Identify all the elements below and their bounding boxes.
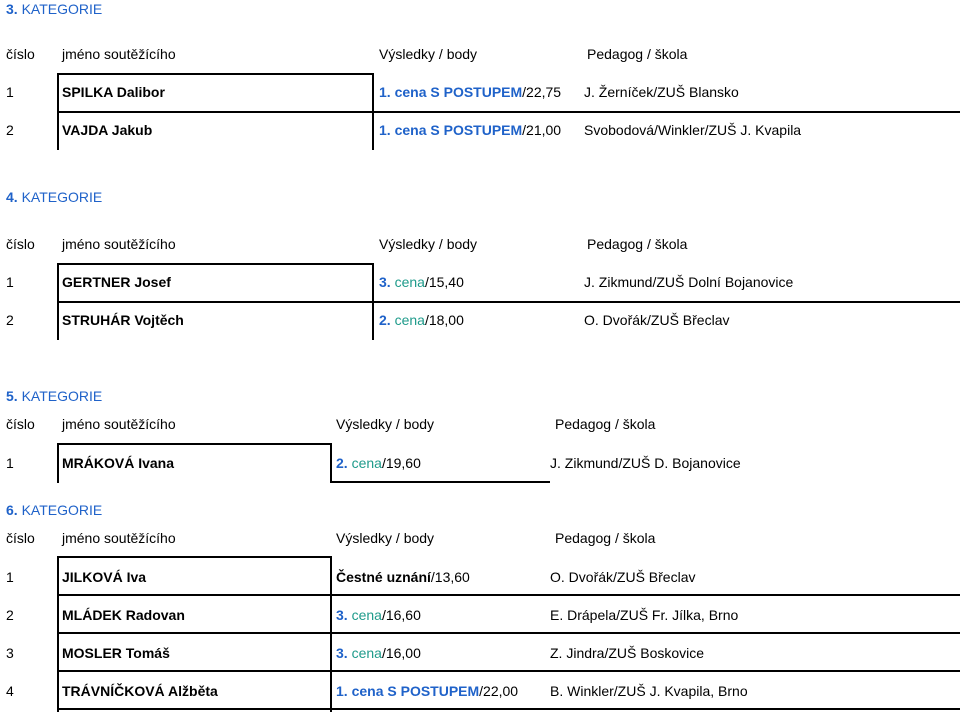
teacher-school: B. Winkler/ZUŠ J. Kvapila, Brno: [550, 683, 748, 699]
competitor-name: MRÁKOVÁ Ivana: [62, 455, 175, 471]
row-border: [57, 443, 330, 445]
result: 1. cena S POSTUPEM/22,75: [379, 84, 562, 100]
teacher-school: O. Dvořák/ZUŠ Břeclav: [584, 312, 730, 328]
row-border: [57, 111, 960, 113]
teacher-school: Svobodová/Winkler/ZUŠ J. Kvapila: [584, 122, 802, 138]
competitor-name: TRÁVNÍČKOVÁ Alžběta: [62, 683, 218, 699]
competitor-name: MOSLER Tomáš: [62, 645, 170, 661]
row-border: [57, 301, 960, 303]
category-title-6: 6. KATEGORIE: [6, 502, 103, 518]
competitor-name: JILKOVÁ Iva: [62, 569, 147, 585]
row-border: [57, 73, 372, 75]
row-number: 1: [6, 455, 14, 471]
column-header-teacher: Pedagog / škola: [555, 416, 656, 432]
competitor-name: MLÁDEK Radovan: [62, 607, 185, 623]
column-header-number: číslo: [6, 530, 35, 546]
row-border: [57, 556, 330, 558]
row-number: 1: [6, 569, 14, 585]
row-border: [330, 481, 550, 483]
row-number: 1: [6, 84, 14, 100]
column-header-teacher: Pedagog / škola: [587, 46, 688, 62]
competitor-name: VAJDA Jakub: [62, 122, 153, 138]
column-header-name: jméno soutěžícího: [62, 46, 176, 62]
row-number: 3: [6, 645, 14, 661]
column-header-number: číslo: [6, 46, 35, 62]
column-header-name: jméno soutěžícího: [62, 416, 176, 432]
category-title-4: 4. KATEGORIE: [6, 189, 103, 205]
row-border: [57, 708, 960, 710]
column-header-result: Výsledky / body: [336, 416, 435, 432]
column-header-name: jméno soutěžícího: [62, 236, 176, 252]
result: 3. cena/16,00: [336, 645, 421, 661]
result: 2. cena/18,00: [379, 312, 464, 328]
column-header-number: číslo: [6, 416, 35, 432]
teacher-school: Z. Jindra/ZUŠ Boskovice: [550, 645, 705, 661]
row-number: 2: [6, 312, 14, 328]
category-title-3: 3. KATEGORIE: [6, 1, 103, 17]
competitor-name: GERTNER Josef: [62, 274, 171, 290]
teacher-school: J. Zikmund/ZUŠ Dolní Bojanovice: [584, 274, 794, 290]
column-header-result: Výsledky / body: [379, 46, 478, 62]
teacher-school: O. Dvořák/ZUŠ Břeclav: [550, 569, 696, 585]
teacher-school: E. Drápela/ZUŠ Fr. Jílka, Brno: [550, 607, 739, 623]
teacher-school: J. Žerníček/ZUŠ Blansko: [584, 84, 739, 100]
row-border: [330, 443, 332, 483]
competitor-name: STRUHÁR Vojtěch: [62, 312, 184, 328]
row-number: 2: [6, 122, 14, 138]
column-header-number: číslo: [6, 236, 35, 252]
result: 1. cena S POSTUPEM/21,00: [379, 122, 562, 138]
row-border: [330, 556, 332, 712]
row-number: 2: [6, 607, 14, 623]
row-border: [57, 556, 59, 712]
column-header-result: Výsledky / body: [336, 530, 435, 546]
row-border: [57, 670, 960, 672]
row-number: 4: [6, 683, 14, 699]
row-border: [57, 594, 960, 596]
row-border: [57, 443, 59, 483]
teacher-school: J. Zikmund/ZUŠ D. Bojanovice: [550, 455, 741, 471]
column-header-teacher: Pedagog / škola: [555, 530, 656, 546]
row-border: [57, 632, 960, 634]
column-header-name: jméno soutěžícího: [62, 530, 176, 546]
category-title-5: 5. KATEGORIE: [6, 388, 103, 404]
row-number: 1: [6, 274, 14, 290]
column-header-result: Výsledky / body: [379, 236, 478, 252]
result: 3. cena/15,40: [379, 274, 464, 290]
result: 3. cena/16,60: [336, 607, 421, 623]
result: 1. cena S POSTUPEM/22,00: [336, 683, 519, 699]
competitor-name: SPILKA Dalibor: [62, 84, 165, 100]
result: 2. cena/19,60: [336, 455, 421, 471]
column-header-teacher: Pedagog / škola: [587, 236, 688, 252]
result: Čestné uznání/13,60: [336, 569, 470, 585]
row-border: [57, 263, 372, 265]
